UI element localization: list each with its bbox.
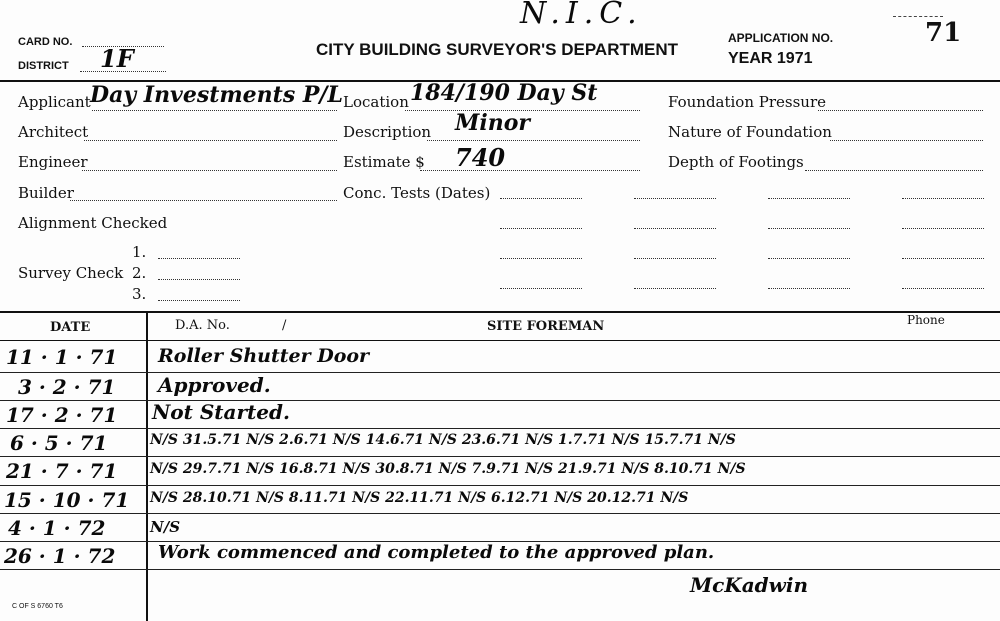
- da-no-header: D.A. No.: [175, 318, 230, 333]
- description-line: [427, 140, 640, 141]
- row-rule: [0, 456, 1000, 457]
- location-label: Location: [343, 93, 409, 111]
- form-code: C OF S 6760 T6: [12, 603, 63, 610]
- conc-line: [634, 288, 716, 289]
- table-row-date: 3 · 2 · 71: [18, 375, 116, 399]
- applicant-line: [92, 110, 337, 111]
- conc-line: [902, 228, 984, 229]
- conc-line: [902, 198, 984, 199]
- estimate-line: [420, 170, 640, 171]
- date-header: DATE: [50, 320, 91, 335]
- department-title: CITY BUILDING SURVEYOR'S DEPARTMENT: [316, 40, 679, 59]
- header-bottom-rule: [0, 340, 1000, 341]
- table-row-entry: N/S: [150, 518, 181, 536]
- table-row-entry: N/S 28.10.71 N/S 8.11.71 N/S 22.11.71 N/S 6.12.71 N/S 20.12.71 N/S: [150, 490, 689, 506]
- table-row-entry: N/S 31.5.71 N/S 2.6.71 N/S 14.6.71 N/S 23.6.71 N/S 1.7.71 N/S 15.7.71 N/S: [150, 432, 736, 448]
- district-value: 1F: [100, 44, 134, 73]
- table-row-date: 26 · 1 · 72: [4, 544, 116, 568]
- survey-1-label: 1.: [132, 243, 147, 261]
- architect-line: [84, 140, 337, 141]
- top-dash: [893, 16, 943, 17]
- builder-line: [70, 200, 337, 201]
- table-row-date: 21 · 7 · 71: [6, 459, 118, 483]
- table-row-entry: Work commenced and completed to the approved plan.: [158, 542, 715, 563]
- engineer-line: [82, 170, 337, 171]
- table-row-date: 4 · 1 · 72: [8, 516, 106, 540]
- table-top-rule: [0, 311, 1000, 313]
- row-rule: [0, 569, 1000, 570]
- conc-line: [768, 258, 850, 259]
- conc-line: [902, 258, 984, 259]
- applicant-value: Day Investments P/L: [90, 82, 343, 108]
- depth-footings-label: Depth of Footings: [668, 153, 804, 171]
- survey-3-label: 3.: [132, 285, 147, 303]
- location-value: 184/190 Day St: [410, 80, 598, 106]
- conc-line: [768, 228, 850, 229]
- foreman-signature: McKadwin: [690, 573, 808, 597]
- conc-line: [634, 198, 716, 199]
- application-label: APPLICATION NO.: [728, 31, 834, 45]
- nic-stamp: N.I.C.: [520, 0, 643, 31]
- estimate-label: Estimate $: [343, 153, 425, 171]
- conc-line: [768, 288, 850, 289]
- conc-line: [500, 228, 582, 229]
- architect-label: Architect: [18, 123, 89, 141]
- nature-foundation-label: Nature of Foundation: [668, 123, 832, 141]
- depth-footings-line: [805, 170, 983, 171]
- table-row-date: 6 · 5 · 71: [10, 431, 108, 455]
- conc-line: [500, 198, 582, 199]
- conc-line: [634, 258, 716, 259]
- engineer-label: Engineer: [18, 153, 88, 171]
- conc-line: [500, 288, 582, 289]
- nature-foundation-line: [830, 140, 983, 141]
- survey-2-label: 2.: [132, 264, 147, 282]
- table-row-entry: N/S 29.7.71 N/S 16.8.71 N/S 30.8.71 N/S 7.9.71 N/S 21.9.71 N/S 8.10.71 N/S: [150, 461, 746, 477]
- description-label: Description: [343, 123, 432, 141]
- table-row-entry: Approved.: [158, 373, 271, 397]
- card-no-label: CARD NO.: [18, 36, 73, 48]
- applicant-label: Applicant: [18, 93, 91, 111]
- row-rule: [0, 513, 1000, 514]
- district-label: DISTRICT: [18, 60, 69, 72]
- table-row-date: 17 · 2 · 71: [6, 403, 118, 427]
- builder-label: Builder: [18, 184, 74, 202]
- survey-3-line: [158, 300, 240, 301]
- estimate-value: 740: [455, 143, 506, 172]
- table-row-entry: Roller Shutter Door: [158, 345, 370, 367]
- table-row-date: 11 · 1 · 71: [6, 345, 118, 369]
- site-foreman-header: SITE FOREMAN: [487, 319, 605, 334]
- row-rule: [0, 400, 1000, 401]
- conc-line: [768, 198, 850, 199]
- alignment-label: Alignment Checked: [18, 214, 168, 232]
- table-row-date: 15 · 10 · 71: [4, 488, 130, 512]
- foundation-pressure-line: [818, 110, 983, 111]
- survey-check-label: Survey Check: [18, 264, 124, 282]
- row-rule: [0, 485, 1000, 486]
- date-column-divider: [146, 311, 148, 621]
- conc-line: [902, 288, 984, 289]
- row-rule: [0, 428, 1000, 429]
- year-label: YEAR 1971: [728, 50, 813, 67]
- application-number: 71: [925, 18, 962, 48]
- conc-tests-label: Conc. Tests (Dates): [343, 184, 491, 202]
- table-row-entry: Not Started.: [152, 400, 290, 424]
- conc-line: [500, 258, 582, 259]
- row-rule: [0, 372, 1000, 373]
- phone-header: Phone: [907, 313, 945, 327]
- da-slash: /: [282, 318, 287, 333]
- survey-1-line: [158, 258, 240, 259]
- conc-line: [634, 228, 716, 229]
- foundation-pressure-label: Foundation Pressure: [668, 93, 827, 111]
- description-value: Minor: [455, 110, 530, 136]
- survey-2-line: [158, 279, 240, 280]
